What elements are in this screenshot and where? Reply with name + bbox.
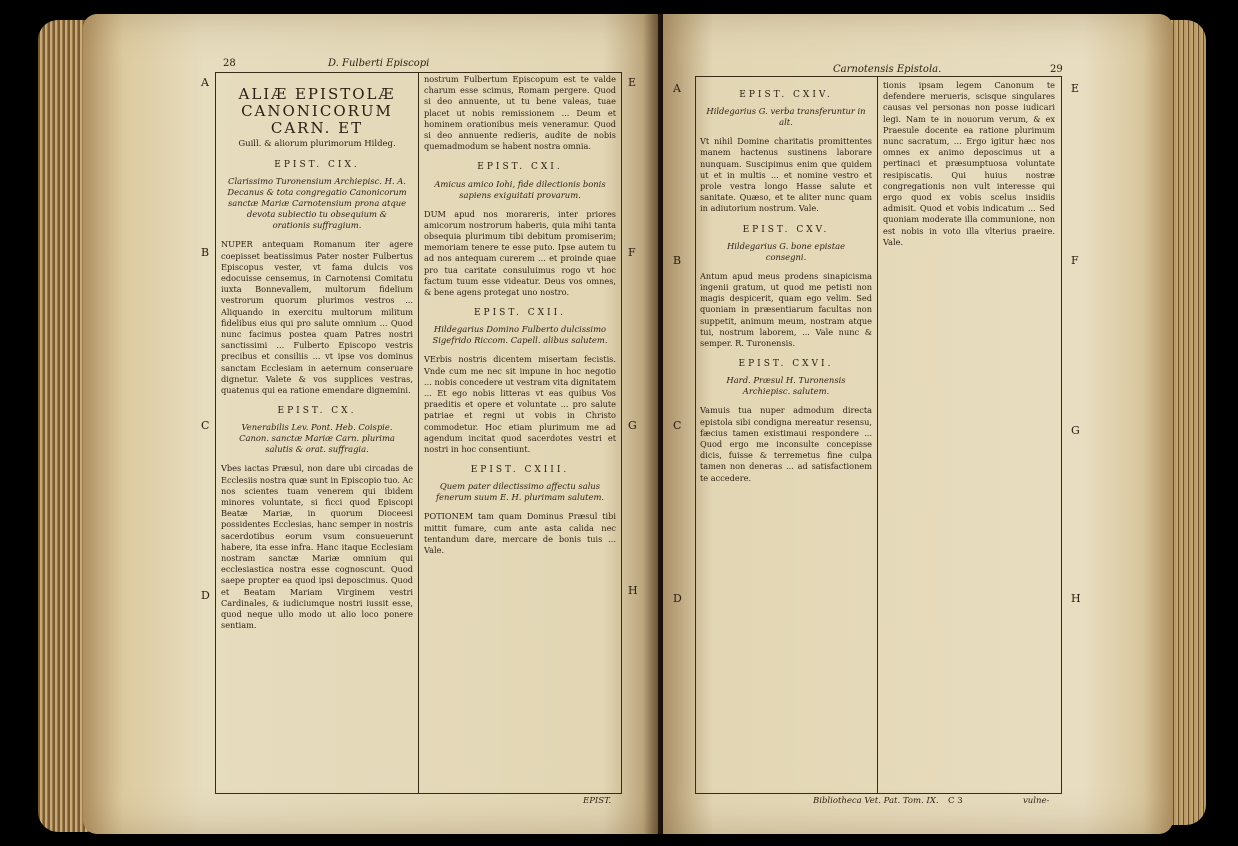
epistle-text: DUM apud nos morareris, inter priores amicorum nostrorum haberis, quia mihi tanta obsequia plurimum tibi debitum promiserim; memoriam tenere te esse puto. Ipse autem tu ad nos antequam curerem ... et proinde quae pro tua caritate consuluimus rogo vt hoc factum tuum esse videatur. Deus vos omnes, & bene agens protegat uno nostro. [424,208,616,298]
margin-letter: E [1071,82,1080,95]
right-page [663,14,1173,834]
page-number: 29 [1050,64,1063,75]
margin-letter: E [628,76,637,89]
epistle-heading: EPIST. CXI. [477,162,563,173]
collection-subtitle: Guill. & aliorum plurimorum Hildeg. [238,139,396,149]
margin-letter: D [673,592,682,605]
margin-letter: A [673,82,681,95]
epistle-text: POTIONEM tam quam Dominus Præsul tibi mittit fumare, cum ante asta calida nec tentandum dare, mercare de bonis tuis ... Vale. [424,511,616,556]
epistle-heading: EPIST. CXIV. [739,90,833,100]
epistle-heading: EPIST. CXII. [473,308,566,319]
page-number: 28 [223,58,236,69]
margin-letter: H [1071,592,1081,605]
margin-letter: F [628,246,636,259]
epistle-text: Vt nihil Domine charitatis promittentes manem hactenus sustinens laborare nunquam. Suscipimus enim que quidem ut et in multis ... et nomine vestro et prole vestra longo Hasse salute et sanitate. Quæso, et te aliter nunc quam in adiutorium nostrum. Vale. [700,136,872,214]
column-rule [877,76,878,794]
margin-letter: B [201,246,210,259]
epistle-text: tionis ipsam legem Canonum te defendere merueris, scisque singulares causas vel personas non posse iudicari legi. Nam te in nouorum verum, & ex Praesule docente ea ratione plurimum nunc sacratum, ... Ergo igitur hæc nos omnes ex animo deposcimus ut a pertinaci et præsumptuosa voluntate resipiscatis. Qui huius nostræ congregationis non vult interesse qui ergo quod ex vobis scelus insidiis admisit. Quod et vobis indicatum ... Sed quoniam moderate illa communione, non est nobis in voto illa vlterius praeire. Vale. [883,80,1055,247]
epistle-address: Clarissimo Turonensium Archiepisc. H. A. Decanus & tota congregatio Canonicorum sanctæ Mariæ Carnotensium prona atque devota subiectio tu obsequium & orationis suffragium. [227,176,407,231]
epistle-text: Vbes iactas Præsul, non dare ubi circadas de Ecclesiis nostra quæ sunt in Episcopio tuo. Ac nos scientes tuam venerem qui ibidem minores voluntate, si ficci quod Episcopi Beatæ Mariæ, in quorum Dioceesi possidentes Ecclesias, hanc semper in nostris sacerdotibus eorum vsum consueuerunt habere, ita esse infra. Hanc itaque Ecclesiam nostram sanctæ Mariæ omnium qui ecclesiastica nostra esse cognoscunt. Quod saepe propter ea quod ipsi deposcimus. Quod et Beatam Mariam Virginem vestri Cardinales, & iudiciumque nostri iussit esse, quod neque ullo modo ut alio loco ponere sentiam. [221,463,413,631]
epistle-address: Venerabilis Lev. Pont. Heb. Coispie. Canon. sanctæ Mariæ Carn. plurima salutis & orat. suffragia. [239,422,395,455]
margin-letter: G [628,419,637,432]
epistle-text: VErbis nostris dicentem misertam fecistis. Vnde cum me nec sit impune in hoc negotio ... nobis concedere ut vestram vita dignitatem ... Et ego nobis litteras vt eas quibus Vos praeditis et opere et voluntate ... pro salute patriae et regni ut vobis in Christo commodetur. Hoc etiam plurimum me ad agendum incitat quod sacerdotes vestri et nostri in hoc consentiunt. [424,354,616,455]
margin-letter: D [201,589,210,602]
margin-letter: C [673,419,682,432]
epistle-text: Antum apud meus prodens sinapicisma ingenii gratum, ut quod me petisti non magis despicerit, quam ego velim. Sed quoniam in præsentiarum facultas non suppetit, animum meum, nostram atque tui, nostrum laborem, ... Vale nunc & semper. R. Turonensis. [700,270,872,349]
catchword: vulne- [1023,796,1050,806]
epistle-address: Hard. Præsul H. Turonensis Archiepisc. salutem. [726,375,846,397]
epistle-address: Amicus amico Iohi, fide dilectionis bonis sapiens exiguitati provarum. [434,178,606,200]
signature-mark: C 3 [948,796,963,806]
right-column [883,80,1055,790]
signature-line: Bibliotheca Vet. Pat. Tom. IX. [813,796,939,806]
epistle-heading: EPIST. CXV. [742,224,830,235]
epistle-text: NUPER antequam Romanum iter agere coepisset beatissimus Pater noster Fulbertus Episcopus vester, vt fama dulcis vos edocuisse censemus, in Carnotensi Comitatu iuxta Bonnevallem, multorum fidelium vestrorum quorum plurimos vestros ... Aliquando in exercitu multorum militum fidelibus eius qui pro salute omnium ... Quod nunc facimus postea quam Patres nostri sanctissimi ... Fulberto Episcopo vestris precibus et consiliis ... vt ipse vos dominus sanctam Ecclesiam in aeternum conseruare dignetur. Valete & vos supplices vestras, quatenus qui ea ratione emendare dignemini. [221,239,413,396]
catchword: EPIST. [583,796,612,806]
margin-letter: G [1071,424,1080,437]
right-column [424,74,616,754]
left-column [221,78,413,790]
running-head: Carnotensis Epistola. [833,64,942,75]
epistle-text: nostrum Fulbertum Episcopum est te valde charum esse scimus, Romam pergere. Quod si deo annuente, ut tu bene valeas, tuae placet ut nobis remissionem ... Deum et hominem orationibus meis veneramur. Quod si deo annuente redieris, audite de nobis quemadmodum se habent nostra omnia. [424,74,616,152]
column-rule [418,72,419,794]
margin-letter: H [628,584,638,597]
left-column [700,80,872,790]
margin-letter: A [201,76,209,89]
epistle-address: Hildegarius G. bone epistae consegni. [726,240,846,262]
margin-letter: C [201,419,210,432]
left-page [83,14,658,834]
running-head: D. Fulberti Episcopi [328,58,430,69]
epistle-heading: EPIST. CXIII. [470,465,570,476]
epistle-address: Quem pater dilectissimo affectu salus fenerum suum E. H. plurimam salutem. [435,481,605,503]
margin-letter: B [673,254,682,267]
margin-letter: F [1071,254,1079,267]
epistle-address: Hildegarius Domino Fulberto dulcissimo Sigefrido Riccom. Capell. alibus salutem. [432,324,608,346]
epistle-text: Vamuis tua nuper admodum directa epistola sibi condigna mereatur resensu, fæcius tamen existimaui respondere ... Quod ergo me inconsulte concepisse dicis, fuisse & terremetus fine culpa tamen non deneras ... ad satisfactionem te accedere. [700,405,872,483]
epistle-heading: EPIST. CIX. [274,160,360,171]
epistle-heading: EPIST. CX. [277,406,357,417]
epistle-heading: EPIST. CXVI. [738,359,834,370]
epistle-address: Hildegarius G. verba transferuntur in alt. [706,106,866,128]
collection-title: ALIÆ EPISTOLÆ CANONICORUM CARN. ET [238,85,396,137]
open-book [38,0,1202,846]
